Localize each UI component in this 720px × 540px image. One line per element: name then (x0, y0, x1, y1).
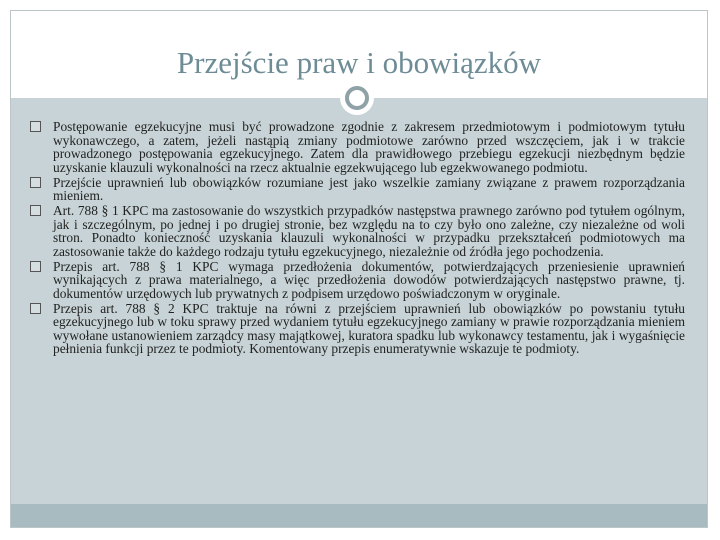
checkbox-bullet-icon (30, 205, 41, 216)
ring-icon (345, 86, 369, 110)
bullet-text: Przejście uprawnień lub obowiązków rozumiane jest jako wszelkie zamiany związane z prawem rozporządzania mieniem. (53, 174, 685, 203)
bullet-item (30, 176, 685, 203)
checkbox-bullet-icon (30, 261, 41, 272)
bullet-text: Przepis art. 788 § 2 KPC traktuje na równi z przejściem uprawnień lub obowiązków po powstaniu tytułu egzekucyjnego lub w toku sprawy przed wydaniem tytułu egzekucyjnego zamiany w prawie rozporządzania mieniem wywołane ustanowieniem zarządcy masy majątkowej, kuratora spadku lub wykonawcy testamentu, jak i wygaśnięcie pełnienia funkcji przez te podmioty. Komentowany przepis enumeratywnie wskazuje te podmioty. (53, 300, 685, 356)
bullet-text: Art. 788 § 1 KPC ma zastosowanie do wszystkich przypadków następstwa prawnego zarówno pod tytułem ogólnym, jak i szczególnym, po jednej i po drugiej stronie, bez względu na to czy było ono zależne, czy niezależne od woli stron. Ponadto konieczność uzyskania klauzuli wykonalności w przypadku przekształceń podmiotowych ma zastosowanie także do każdego rodzaju tytułu egzekucyjnego, niezależnie od źródła jego pochodzenia. (53, 203, 685, 259)
checkbox-bullet-icon (30, 177, 41, 188)
bullet-item (30, 204, 685, 258)
bullet-item (30, 260, 685, 301)
bullet-item (30, 120, 685, 174)
slide-title: Przejście praw i obowiązków (176, 45, 542, 80)
footer-band (11, 504, 707, 527)
bullet-item (30, 302, 685, 356)
bullet-text: Przepis art. 788 § 1 KPC wymaga przedłożenia dokumentów, potwierdzających przeniesienie uprawnień wynikających z prawa materialnego, a więc przedłożenia dowodów potwierdzających następstwo prawne, tj. dokumentów urzędowych lub prywatnych z podpisem urzędowo poświadczonym w oryginale. (53, 258, 685, 301)
checkbox-bullet-icon (30, 303, 41, 314)
checkbox-bullet-icon (30, 121, 41, 132)
bullet-list (30, 120, 685, 357)
bullet-text: Postępowanie egzekucyjne musi być prowadzone zgodnie z zakresem przedmiotowym i podmiotowym tytułu wykonawczego, a zatem, jeżeli nastąpią zmiany podmiotowe zarówno przed wszczęciem, jak i w trakcie prowadzonego postępowania egzekucyjnego. Zatem dla prawidłowego przebiegu egzekucji niezbędnym będzie uzyskanie klauzuli wykonalności na rzecz aktualnie egzekwującego lub egzekwowanego podmiotu. (53, 119, 685, 175)
